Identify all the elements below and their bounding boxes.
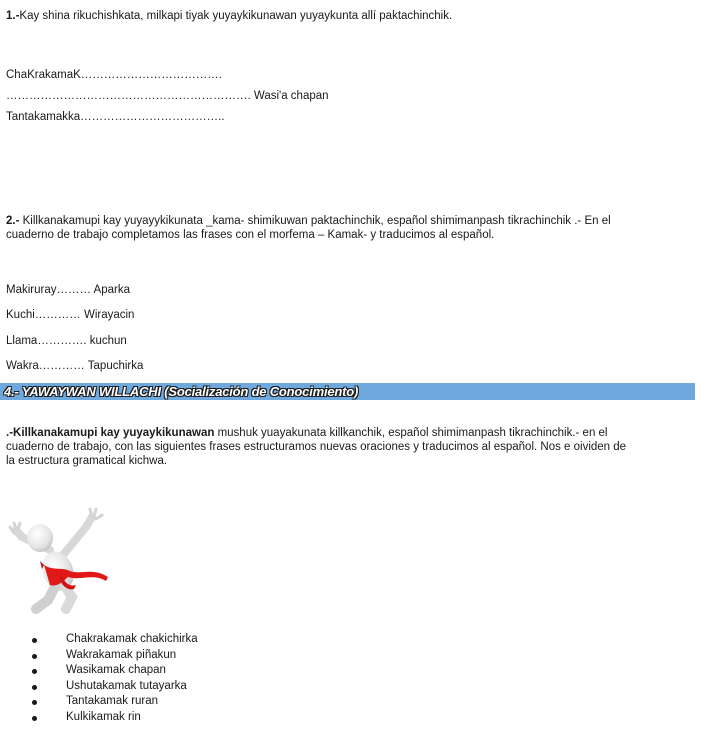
- list-item: [25, 694, 198, 710]
- section-4-line-2: cuaderno de trabajo, con las siguientes frases estructuramos nuevas oraciones y traducimos al español. Nos e oividen de: [6, 441, 627, 453]
- sentence-list: [25, 632, 198, 726]
- section-4-line-3: la estructura gramatical kichwa.: [6, 455, 168, 467]
- bullet-icon: [32, 700, 37, 705]
- section-1-number: 1.-: [6, 10, 20, 22]
- word-pair-2: Kuchi………… Wirayacin: [6, 309, 135, 321]
- list-item: [25, 632, 198, 648]
- section-2-line-2: cuaderno de trabajo completamos las frases con el morfema – Kamak- y traducimos al español.: [6, 229, 495, 241]
- section-1-instruction-text: Kay shina rikuchishkata, milkapi tiyak yuyaykikunawan yuyaykunta allí paktachinchik.: [19, 10, 453, 22]
- bullet-icon: [32, 685, 37, 690]
- exercise-line-3: Tantakamakka………………………………..: [6, 111, 225, 123]
- exercise-line-1: ChaKrakamaK……………………………….: [6, 69, 222, 81]
- list-item-text: Ushutakamak tutayarka: [66, 679, 187, 692]
- word-pair-1: Makiruray……… Aparka: [6, 284, 130, 296]
- section-2-number: 2.-: [6, 215, 20, 227]
- list-item: [25, 710, 198, 726]
- bullet-icon: [32, 716, 37, 721]
- list-item-text: Wasikamak chapan: [66, 664, 166, 677]
- list-item: [25, 648, 198, 664]
- runner-figure-icon: [8, 505, 118, 615]
- section-2-line-1: Killkanakamupi kay yuyayykikunata _kama- shimikuwan paktachinchik, español shimimanpash tikrachinchik .- En el: [19, 215, 611, 227]
- word-pair-4: Wakra………… Tapuchirka: [6, 360, 144, 372]
- list-item-text: Chakrakamak chakichirka: [66, 633, 198, 645]
- list-item: [25, 679, 198, 695]
- list-item-text: Wakrakamak piñakun: [66, 648, 177, 661]
- bullet-icon: [32, 669, 37, 674]
- section-4-line-1: mushuk yuayakunata killkanchik, español shimimanpash tikrachinchik.- en el: [214, 427, 608, 439]
- section-4-instruction: [6, 426, 626, 468]
- list-item-text: Tantakamak ruran: [66, 695, 159, 708]
- runner-figure-image: [8, 505, 118, 615]
- exercise-line-2: ………………………………………………………. Wasi'a chapan: [6, 90, 329, 102]
- list-item: [25, 663, 198, 679]
- list-item-text: Kulkikamak rin: [66, 710, 141, 723]
- section-4-instruction-bold: .-Killkanakamupi kay yuyaykikunawan: [6, 427, 215, 439]
- bullet-icon: [32, 638, 37, 643]
- section-4-title: 4.- YAWAYWAN WILLACHI (Socialización de Conocimiento): [4, 384, 359, 399]
- section-2-instruction: [6, 214, 696, 242]
- bullet-icon: [32, 654, 37, 659]
- section-1-instruction: [6, 9, 452, 23]
- word-pair-3: Llama…………. kuchun: [6, 335, 127, 347]
